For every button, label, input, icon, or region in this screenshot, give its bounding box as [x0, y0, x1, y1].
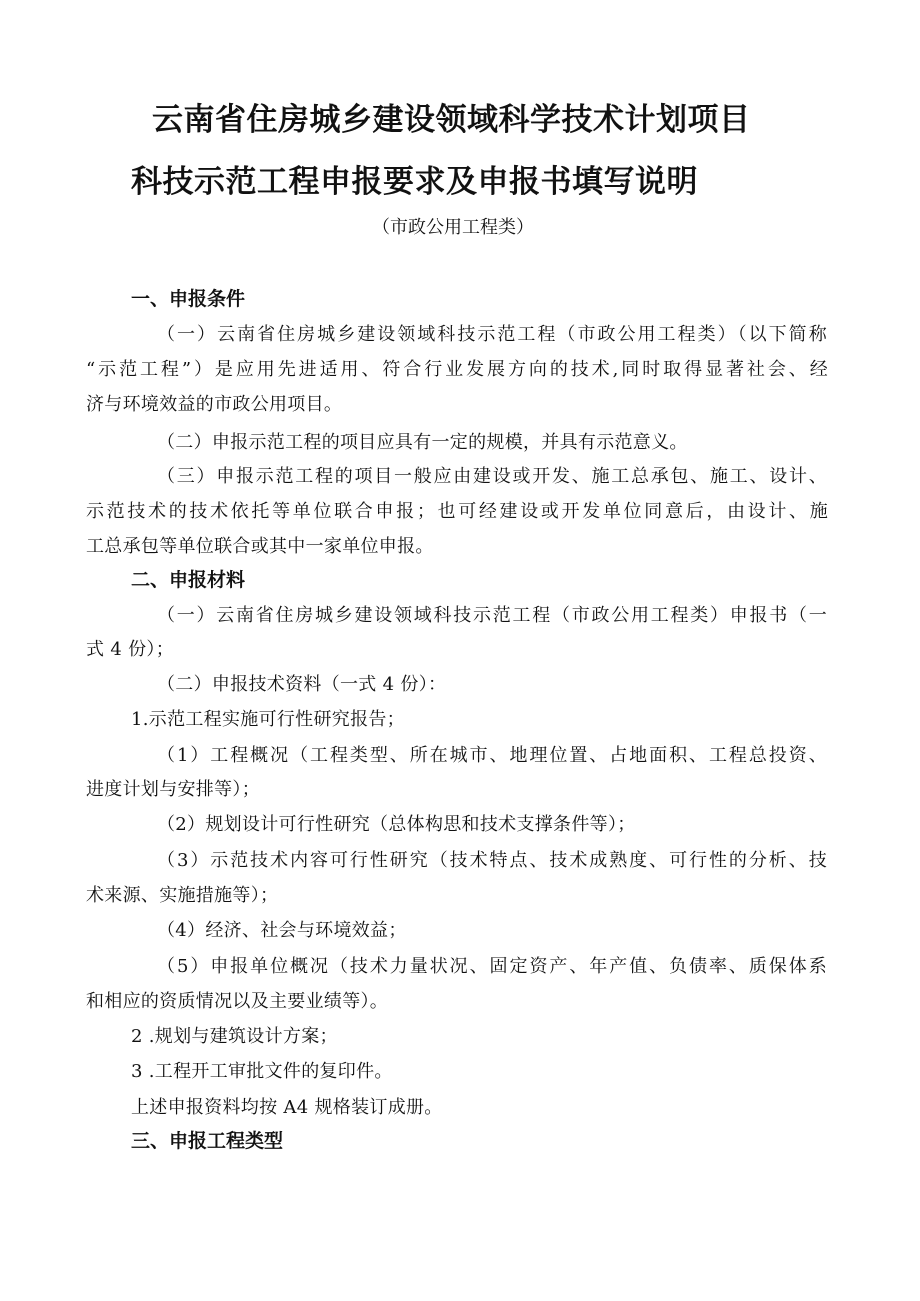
s2-sub-4: （4）经济、社会与环境效益； — [157, 920, 407, 941]
s2-note: 上述申报资料均按 A4 规格装订成册。 — [131, 1097, 443, 1118]
s2-sub-3-line-2: 术来源、实施措施等）； — [86, 885, 279, 906]
section-3-heading: 三、申报工程类型 — [131, 1130, 284, 1152]
s2-p2: （二）申报技术资料（一式 4 份）： — [157, 674, 447, 695]
s2-item-1: 1.示范工程实施可行性研究报告； — [131, 709, 405, 730]
s1-p2: （二）申报示范工程的项目应具有一定的规模，并具有示范意义。 — [157, 432, 688, 453]
document-title-line-1: 云南省住房城乡建设领域科学技术计划项目 — [152, 102, 751, 138]
s2-sub-1-line-2: 进度计划与安排等）； — [86, 779, 260, 800]
s2-sub-2: （2）规划设计可行性研究（总体构思和技术支撑条件等）； — [157, 814, 636, 835]
s1-p1-line-1: （一）云南省住房城乡建设领域科技示范工程（市政公用工程类）（以下简称 — [157, 324, 827, 345]
s2-sub-5-line-1: （5）申报单位概况（技术力量状况、固定资产、年产值、负债率、质保体系 — [157, 956, 827, 977]
s2-item-3: 3 .工程开工审批文件的复印件。 — [131, 1061, 393, 1082]
s1-p1-line-2: “示范工程”）是应用先进适用、符合行业发展方向的技术,同时取得显著社会、经 — [86, 359, 828, 380]
document-title-line-2: 科技示范工程申报要求及申报书填写说明 — [131, 164, 698, 200]
s1-p1-line-3: 济与环境效益的市政公用项目。 — [86, 394, 343, 415]
s2-p1-line-2: 式 4 份）； — [86, 639, 174, 660]
section-2-heading: 二、申报材料 — [131, 569, 246, 591]
s2-p1-line-1: （一）云南省住房城乡建设领域科技示范工程（市政公用工程类）申报书（一 — [157, 605, 827, 626]
s2-sub-5-line-2: 和相应的资质情况以及主要业绩等）。 — [86, 991, 389, 1012]
s1-p3-line-1: （三）申报示范工程的项目一般应由建设或开发、施工总承包、施工、设计、 — [157, 466, 827, 487]
s2-sub-1-line-1: （1）工程概况（工程类型、所在城市、地理位置、占地面积、工程总投资、 — [157, 745, 827, 766]
section-1-heading: 一、申报条件 — [131, 288, 246, 310]
s1-p3-line-3: 工总承包等单位联合或其中一家单位申报。 — [86, 536, 434, 557]
s2-item-2: 2 .规划与建筑设计方案； — [131, 1026, 338, 1047]
s2-sub-3-line-1: （3）示范技术内容可行性研究（技术特点、技术成熟度、可行性的分析、技 — [157, 850, 827, 871]
s1-p3-line-2: 示范技术的技术依托等单位联合申报；也可经建设或开发单位同意后，由设计、施 — [86, 501, 828, 522]
document-subtitle: （市政公用工程类） — [372, 217, 534, 238]
